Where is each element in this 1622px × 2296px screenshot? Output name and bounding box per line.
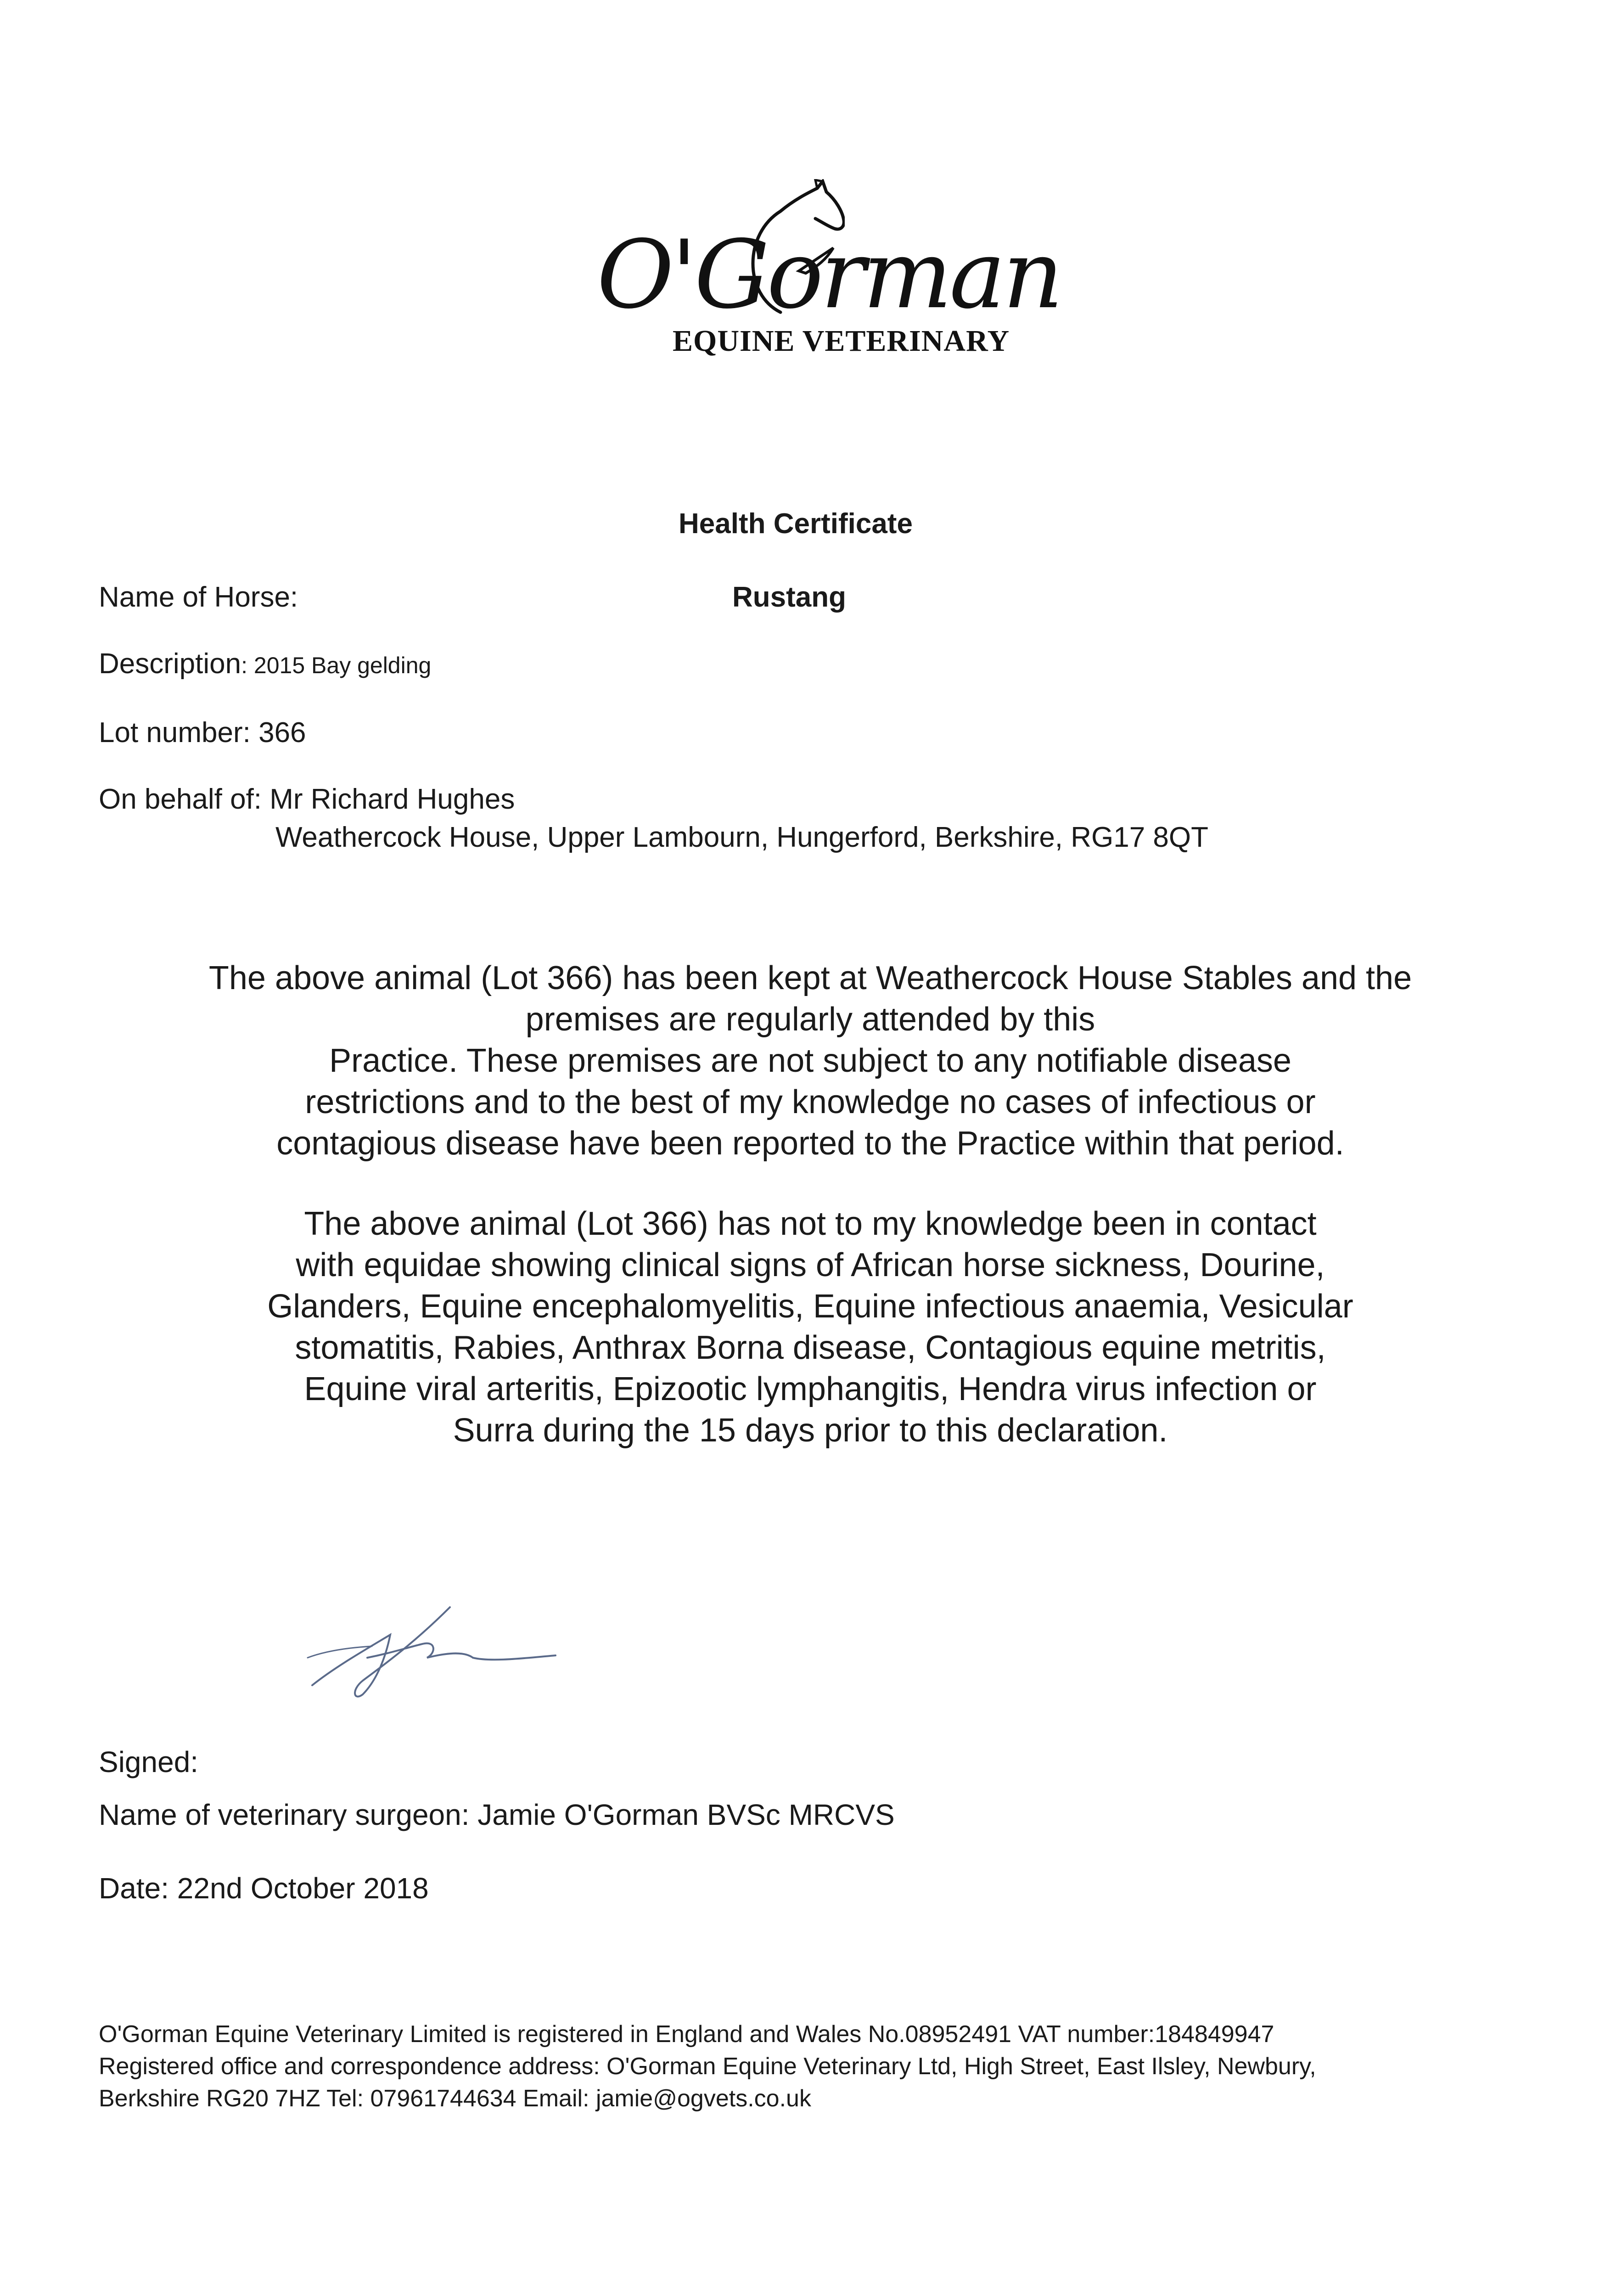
footer-line: Berkshire RG20 7HZ Tel: 07961744634 Email: jamie@ogvets.co.uk xyxy=(99,2085,811,2112)
certificate-date: Date: 22nd October 2018 xyxy=(99,1872,429,1905)
on-behalf-of: On behalf of: Mr Richard Hughes xyxy=(99,783,515,815)
statement-line: premises are regularly attended by this xyxy=(525,1001,1095,1038)
disease-statement xyxy=(115,1203,1506,1451)
statement-line: The above animal (Lot 366) has not to my knowledge been in contact xyxy=(304,1205,1317,1242)
company-logo xyxy=(588,179,1061,372)
statement-line: stomatitis, Rabies, Anthrax Borna disease, Contagious equine metritis, xyxy=(295,1329,1326,1366)
description-label: Description xyxy=(99,648,241,680)
statement-line: restrictions and to the best of my knowledge no cases of infectious or xyxy=(305,1084,1316,1120)
owner-address: Weathercock House, Upper Lambourn, Hungerford, Berkshire, RG17 8QT xyxy=(275,822,1209,853)
signed-label: Signed: xyxy=(99,1745,199,1778)
lot-number: Lot number: 366 xyxy=(99,717,306,748)
handwritten-signature xyxy=(298,1589,574,1708)
statement-line: Surra during the 15 days prior to this declaration. xyxy=(453,1412,1168,1449)
statement-line: with equidae showing clinical signs of African horse sickness, Dourine, xyxy=(296,1247,1325,1283)
footer-line: O'Gorman Equine Veterinary Limited is registered in England and Wales No.08952491 VAT number:184849947 xyxy=(99,2021,1274,2048)
footer-registration xyxy=(99,2018,1316,2115)
statement-line: The above animal (Lot 366) has been kept at Weathercock House Stables and the xyxy=(208,960,1412,996)
description-value: : 2015 Bay gelding xyxy=(241,653,432,678)
logo-wordmark: O'Gorman xyxy=(597,220,1061,330)
horse-name-label: Name of Horse: xyxy=(99,581,298,613)
statement-line: Practice. These premises are not subject to any notifiable disease xyxy=(329,1042,1291,1079)
horse-name-value: Rustang xyxy=(732,581,846,613)
veterinary-surgeon: Name of veterinary surgeon: Jamie O'Gorman BVSc MRCVS xyxy=(99,1798,895,1831)
description-line xyxy=(99,647,431,680)
stable-statement xyxy=(115,957,1506,1164)
statement-line: contagious disease have been reported to the Practice within that period. xyxy=(276,1125,1344,1162)
statement-line: Equine viral arteritis, Epizootic lymphangitis, Hendra virus infection or xyxy=(304,1371,1317,1407)
statement-line: Glanders, Equine encephalomyelitis, Equine infectious anaemia, Vesicular xyxy=(267,1288,1353,1325)
footer-line: Registered office and correspondence address: O'Gorman Equine Veterinary Ltd, High Street, East Ilsley, Newbury, xyxy=(99,2053,1316,2080)
logo-subtitle: EQUINE VETERINARY xyxy=(673,324,1010,358)
page-title: Health Certificate xyxy=(679,508,913,540)
